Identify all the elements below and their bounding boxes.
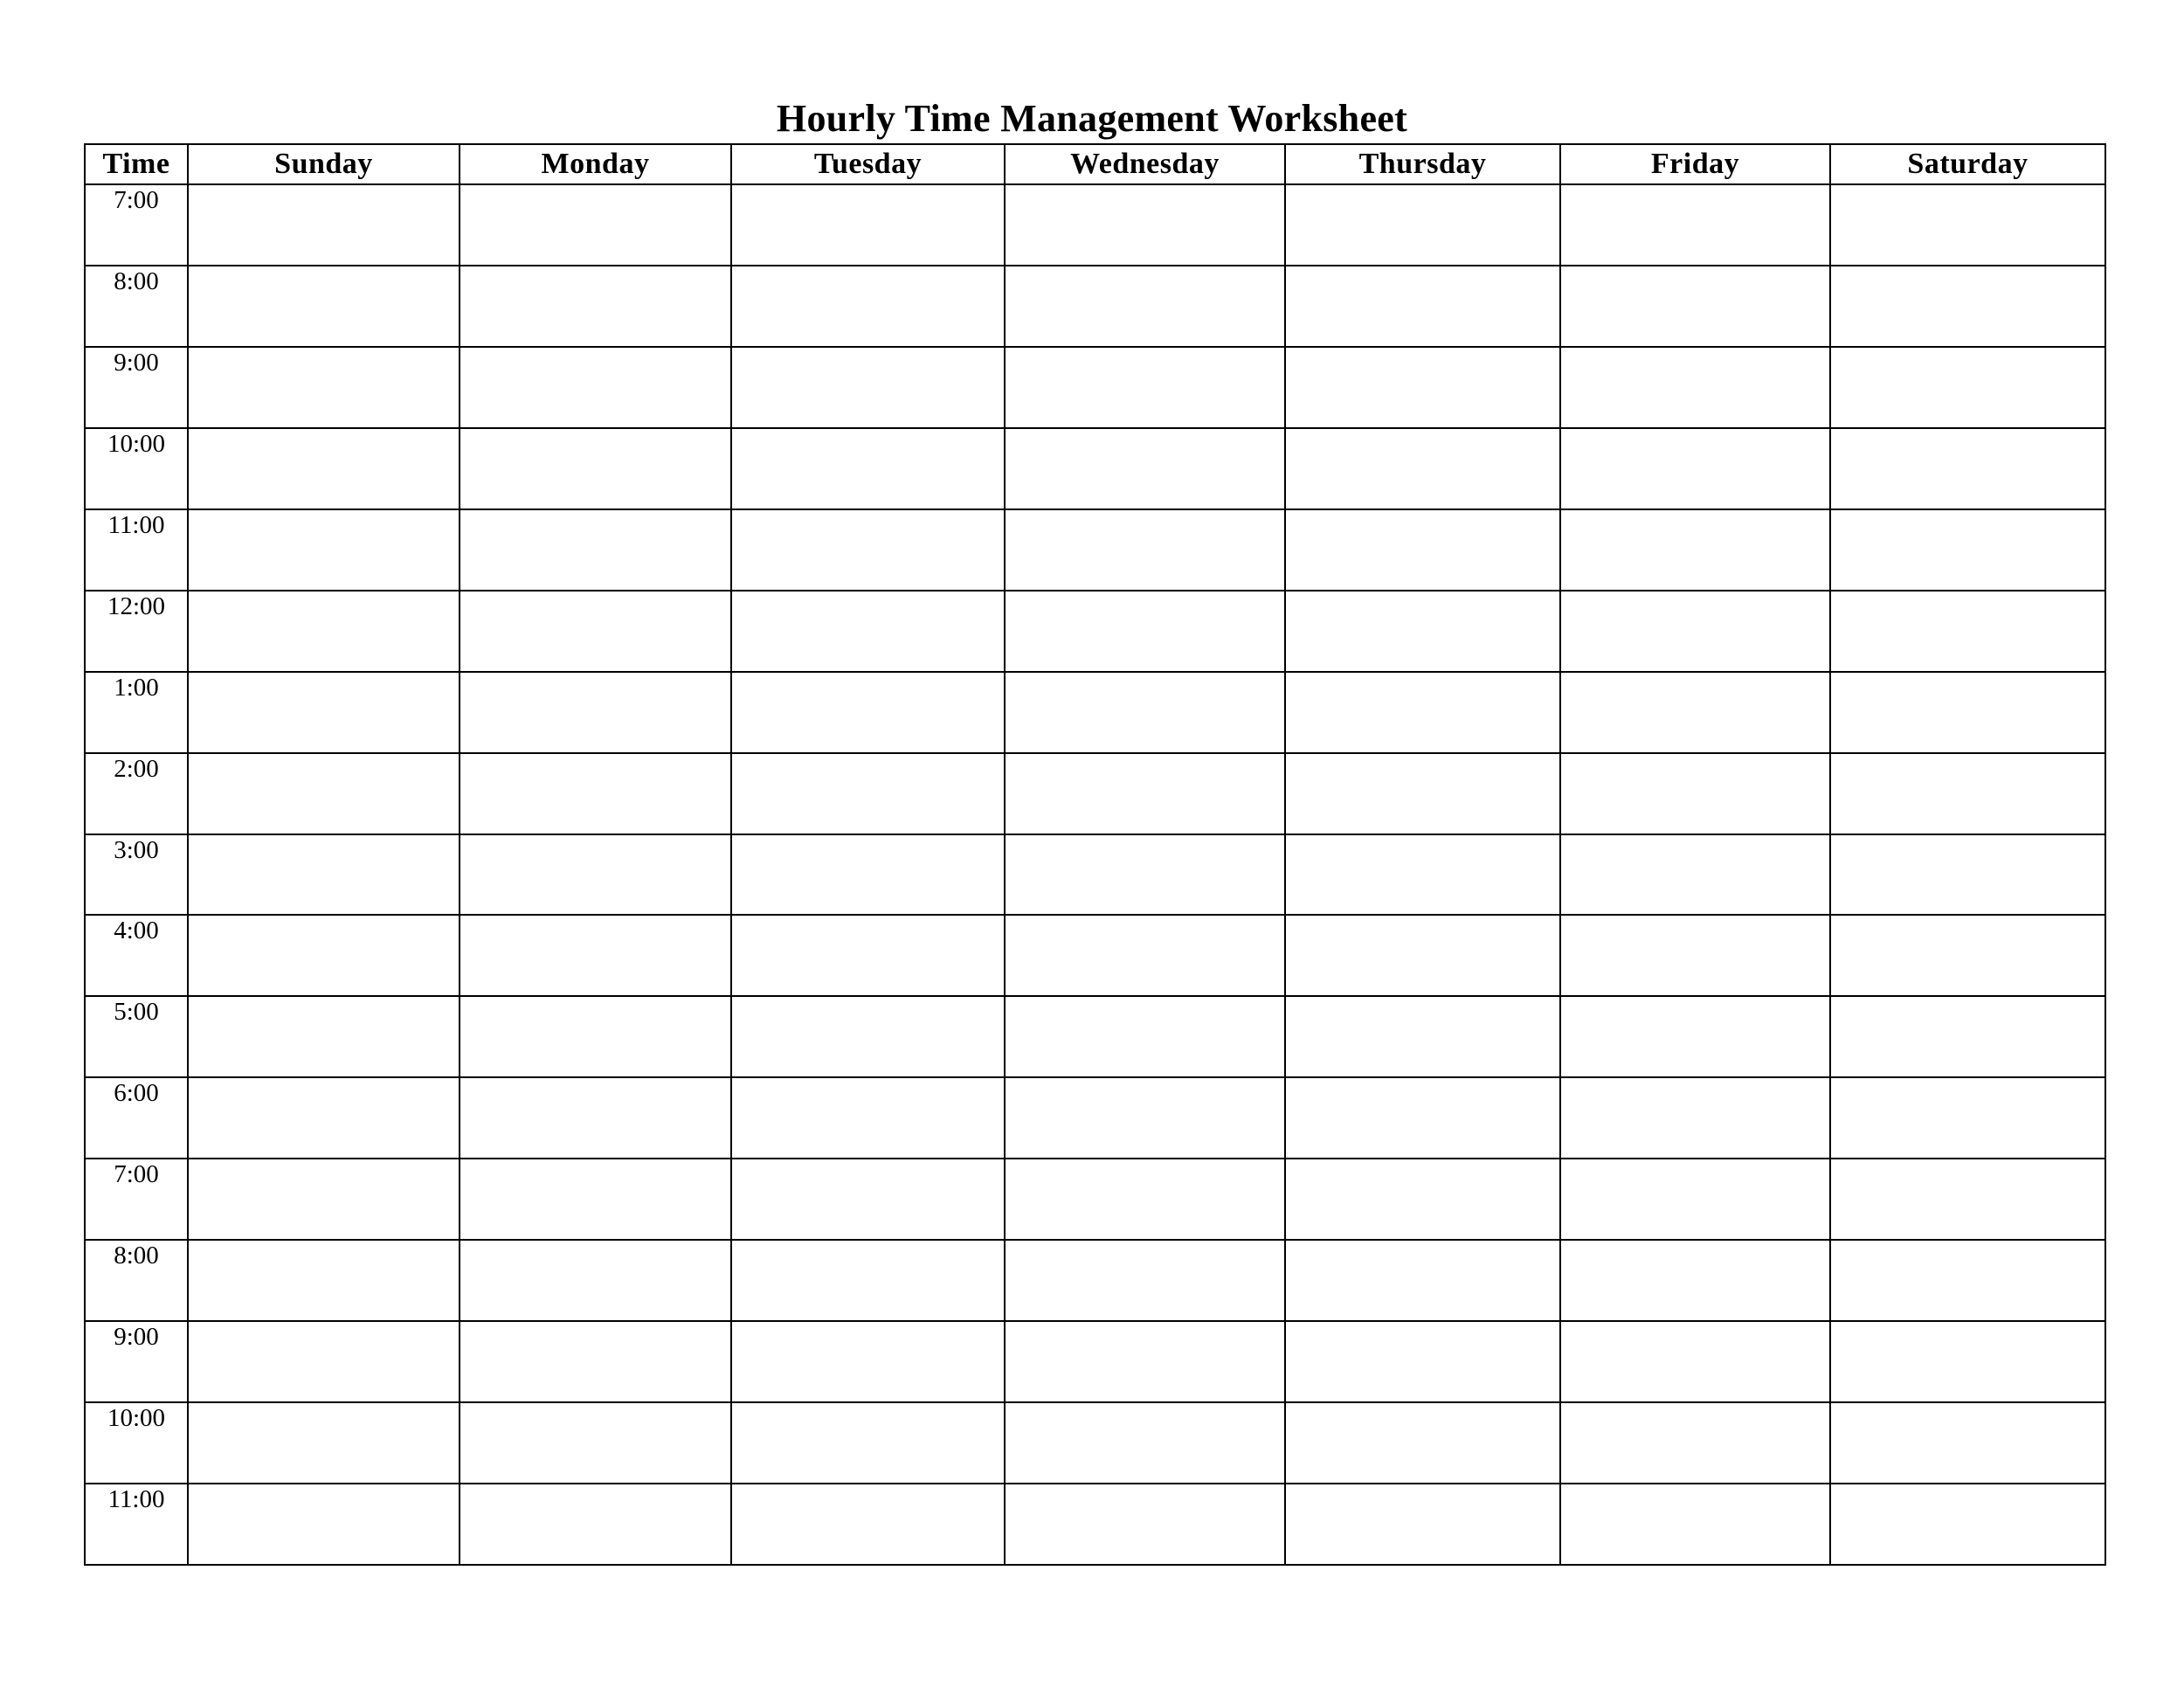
slot-cell-saturday[interactable] xyxy=(1830,1077,2105,1159)
slot-cell-wednesday[interactable] xyxy=(1005,266,1285,347)
time-row xyxy=(85,915,2105,996)
time-row xyxy=(85,184,2105,266)
slot-cell-friday[interactable] xyxy=(1560,1159,1830,1240)
slot-cell-friday[interactable] xyxy=(1560,915,1830,996)
slot-cell-sunday[interactable] xyxy=(188,1077,460,1159)
slot-cell-saturday[interactable] xyxy=(1830,1402,2105,1484)
slot-cell-sunday[interactable] xyxy=(188,1484,460,1565)
slot-cell-sunday[interactable] xyxy=(188,753,460,834)
slot-cell-friday[interactable] xyxy=(1560,672,1830,753)
time-label: 7:00 xyxy=(85,184,188,266)
slot-cell-friday[interactable] xyxy=(1560,1240,1830,1321)
header-sunday: Sunday xyxy=(188,144,460,184)
slot-cell-saturday[interactable] xyxy=(1830,753,2105,834)
slot-cell-saturday[interactable] xyxy=(1830,1484,2105,1565)
slot-cell-monday[interactable] xyxy=(460,428,731,509)
header-tuesday: Tuesday xyxy=(731,144,1005,184)
slot-cell-wednesday[interactable] xyxy=(1005,1321,1285,1402)
slot-cell-saturday[interactable] xyxy=(1830,1240,2105,1321)
slot-cell-friday[interactable] xyxy=(1560,996,1830,1077)
slot-cell-tuesday[interactable] xyxy=(731,266,1005,347)
slot-cell-tuesday[interactable] xyxy=(731,1240,1005,1321)
header-thursday: Thursday xyxy=(1285,144,1560,184)
time-row xyxy=(85,347,2105,428)
slot-cell-thursday[interactable] xyxy=(1285,509,1560,591)
slot-cell-friday[interactable] xyxy=(1560,1321,1830,1402)
slot-cell-friday[interactable] xyxy=(1560,753,1830,834)
slot-cell-friday[interactable] xyxy=(1560,1402,1830,1484)
time-label: 1:00 xyxy=(85,672,188,753)
header-time: Time xyxy=(85,144,188,184)
slot-cell-wednesday[interactable] xyxy=(1005,1077,1285,1159)
slot-cell-wednesday[interactable] xyxy=(1005,996,1285,1077)
schedule-body xyxy=(85,184,2105,1565)
slot-cell-monday[interactable] xyxy=(460,591,731,672)
time-label: 5:00 xyxy=(85,996,188,1077)
header-wednesday: Wednesday xyxy=(1005,144,1285,184)
time-label: 11:00 xyxy=(85,509,188,591)
time-label: 2:00 xyxy=(85,753,188,834)
slot-cell-wednesday[interactable] xyxy=(1005,428,1285,509)
slot-cell-thursday[interactable] xyxy=(1285,1077,1560,1159)
schedule-table xyxy=(84,143,2106,1566)
slot-cell-sunday[interactable] xyxy=(188,834,460,916)
slot-cell-thursday[interactable] xyxy=(1285,834,1560,916)
slot-cell-saturday[interactable] xyxy=(1830,834,2105,916)
slot-cell-sunday[interactable] xyxy=(188,672,460,753)
slot-cell-monday[interactable] xyxy=(460,996,731,1077)
slot-cell-thursday[interactable] xyxy=(1285,672,1560,753)
slot-cell-monday[interactable] xyxy=(460,347,731,428)
slot-cell-tuesday[interactable] xyxy=(731,753,1005,834)
time-label: 8:00 xyxy=(85,1240,188,1321)
time-row xyxy=(85,428,2105,509)
time-row xyxy=(85,834,2105,916)
slot-cell-wednesday[interactable] xyxy=(1005,753,1285,834)
slot-cell-tuesday[interactable] xyxy=(731,591,1005,672)
time-label: 9:00 xyxy=(85,1321,188,1402)
time-row xyxy=(85,1159,2105,1240)
slot-cell-tuesday[interactable] xyxy=(731,1321,1005,1402)
slot-cell-friday[interactable] xyxy=(1560,1484,1830,1565)
slot-cell-monday[interactable] xyxy=(460,1159,731,1240)
slot-cell-thursday[interactable] xyxy=(1285,1484,1560,1565)
slot-cell-wednesday[interactable] xyxy=(1005,1159,1285,1240)
slot-cell-saturday[interactable] xyxy=(1830,266,2105,347)
slot-cell-monday[interactable] xyxy=(460,753,731,834)
time-row xyxy=(85,1321,2105,1402)
slot-cell-wednesday[interactable] xyxy=(1005,1402,1285,1484)
slot-cell-sunday[interactable] xyxy=(188,996,460,1077)
page-title: Hourly Time Management Worksheet xyxy=(776,97,1408,140)
slot-cell-thursday[interactable] xyxy=(1285,753,1560,834)
slot-cell-friday[interactable] xyxy=(1560,184,1830,266)
slot-cell-sunday[interactable] xyxy=(188,266,460,347)
time-label: 10:00 xyxy=(85,1402,188,1484)
slot-cell-tuesday[interactable] xyxy=(731,428,1005,509)
slot-cell-friday[interactable] xyxy=(1560,347,1830,428)
time-row xyxy=(85,1077,2105,1159)
slot-cell-tuesday[interactable] xyxy=(731,509,1005,591)
slot-cell-tuesday[interactable] xyxy=(731,1159,1005,1240)
slot-cell-saturday[interactable] xyxy=(1830,184,2105,266)
time-row xyxy=(85,996,2105,1077)
time-row xyxy=(85,1484,2105,1565)
slot-cell-saturday[interactable] xyxy=(1830,915,2105,996)
slot-cell-thursday[interactable] xyxy=(1285,266,1560,347)
time-row xyxy=(85,672,2105,753)
slot-cell-tuesday[interactable] xyxy=(731,1077,1005,1159)
slot-cell-thursday[interactable] xyxy=(1285,591,1560,672)
time-label: 3:00 xyxy=(85,834,188,916)
time-row xyxy=(85,509,2105,591)
slot-cell-tuesday[interactable] xyxy=(731,1484,1005,1565)
slot-cell-wednesday[interactable] xyxy=(1005,1484,1285,1565)
slot-cell-monday[interactable] xyxy=(460,184,731,266)
slot-cell-sunday[interactable] xyxy=(188,1240,460,1321)
header-friday: Friday xyxy=(1560,144,1830,184)
slot-cell-saturday[interactable] xyxy=(1830,672,2105,753)
slot-cell-thursday[interactable] xyxy=(1285,1321,1560,1402)
slot-cell-sunday[interactable] xyxy=(188,184,460,266)
slot-cell-thursday[interactable] xyxy=(1285,347,1560,428)
slot-cell-sunday[interactable] xyxy=(188,509,460,591)
slot-cell-tuesday[interactable] xyxy=(731,915,1005,996)
slot-cell-tuesday[interactable] xyxy=(731,184,1005,266)
slot-cell-thursday[interactable] xyxy=(1285,1159,1560,1240)
time-row xyxy=(85,753,2105,834)
time-label: 8:00 xyxy=(85,266,188,347)
slot-cell-monday[interactable] xyxy=(460,915,731,996)
slot-cell-monday[interactable] xyxy=(460,672,731,753)
slot-cell-tuesday[interactable] xyxy=(731,347,1005,428)
slot-cell-sunday[interactable] xyxy=(188,428,460,509)
time-row xyxy=(85,1240,2105,1321)
slot-cell-saturday[interactable] xyxy=(1830,591,2105,672)
slot-cell-friday[interactable] xyxy=(1560,428,1830,509)
header-row xyxy=(85,144,2105,184)
slot-cell-sunday[interactable] xyxy=(188,1159,460,1240)
slot-cell-monday[interactable] xyxy=(460,509,731,591)
slot-cell-thursday[interactable] xyxy=(1285,428,1560,509)
slot-cell-tuesday[interactable] xyxy=(731,834,1005,916)
slot-cell-sunday[interactable] xyxy=(188,347,460,428)
slot-cell-sunday[interactable] xyxy=(188,591,460,672)
time-label: 6:00 xyxy=(85,1077,188,1159)
slot-cell-monday[interactable] xyxy=(460,1402,731,1484)
time-label: 9:00 xyxy=(85,347,188,428)
slot-cell-thursday[interactable] xyxy=(1285,996,1560,1077)
header-monday: Monday xyxy=(460,144,731,184)
slot-cell-sunday[interactable] xyxy=(188,915,460,996)
slot-cell-thursday[interactable] xyxy=(1285,1240,1560,1321)
slot-cell-friday[interactable] xyxy=(1560,591,1830,672)
time-label: 10:00 xyxy=(85,428,188,509)
slot-cell-friday[interactable] xyxy=(1560,834,1830,916)
slot-cell-wednesday[interactable] xyxy=(1005,591,1285,672)
slot-cell-sunday[interactable] xyxy=(188,1402,460,1484)
slot-cell-tuesday[interactable] xyxy=(731,996,1005,1077)
slot-cell-wednesday[interactable] xyxy=(1005,672,1285,753)
slot-cell-thursday[interactable] xyxy=(1285,184,1560,266)
slot-cell-saturday[interactable] xyxy=(1830,1321,2105,1402)
slot-cell-wednesday[interactable] xyxy=(1005,834,1285,916)
slot-cell-wednesday[interactable] xyxy=(1005,347,1285,428)
slot-cell-saturday[interactable] xyxy=(1830,996,2105,1077)
slot-cell-friday[interactable] xyxy=(1560,1077,1830,1159)
slot-cell-friday[interactable] xyxy=(1560,509,1830,591)
slot-cell-wednesday[interactable] xyxy=(1005,1240,1285,1321)
slot-cell-tuesday[interactable] xyxy=(731,672,1005,753)
slot-cell-saturday[interactable] xyxy=(1830,428,2105,509)
slot-cell-monday[interactable] xyxy=(460,266,731,347)
time-label: 7:00 xyxy=(85,1159,188,1240)
slot-cell-saturday[interactable] xyxy=(1830,347,2105,428)
slot-cell-wednesday[interactable] xyxy=(1005,184,1285,266)
slot-cell-monday[interactable] xyxy=(460,1077,731,1159)
time-row xyxy=(85,591,2105,672)
slot-cell-thursday[interactable] xyxy=(1285,915,1560,996)
time-label: 4:00 xyxy=(85,915,188,996)
slot-cell-thursday[interactable] xyxy=(1285,1402,1560,1484)
time-label: 12:00 xyxy=(85,591,188,672)
slot-cell-saturday[interactable] xyxy=(1830,509,2105,591)
slot-cell-monday[interactable] xyxy=(460,1321,731,1402)
slot-cell-wednesday[interactable] xyxy=(1005,915,1285,996)
slot-cell-saturday[interactable] xyxy=(1830,1159,2105,1240)
slot-cell-sunday[interactable] xyxy=(188,1321,460,1402)
slot-cell-monday[interactable] xyxy=(460,834,731,916)
slot-cell-friday[interactable] xyxy=(1560,266,1830,347)
time-row xyxy=(85,266,2105,347)
slot-cell-monday[interactable] xyxy=(460,1484,731,1565)
slot-cell-tuesday[interactable] xyxy=(731,1402,1005,1484)
time-label: 11:00 xyxy=(85,1484,188,1565)
slot-cell-monday[interactable] xyxy=(460,1240,731,1321)
slot-cell-wednesday[interactable] xyxy=(1005,509,1285,591)
header-saturday: Saturday xyxy=(1830,144,2105,184)
time-row xyxy=(85,1402,2105,1484)
